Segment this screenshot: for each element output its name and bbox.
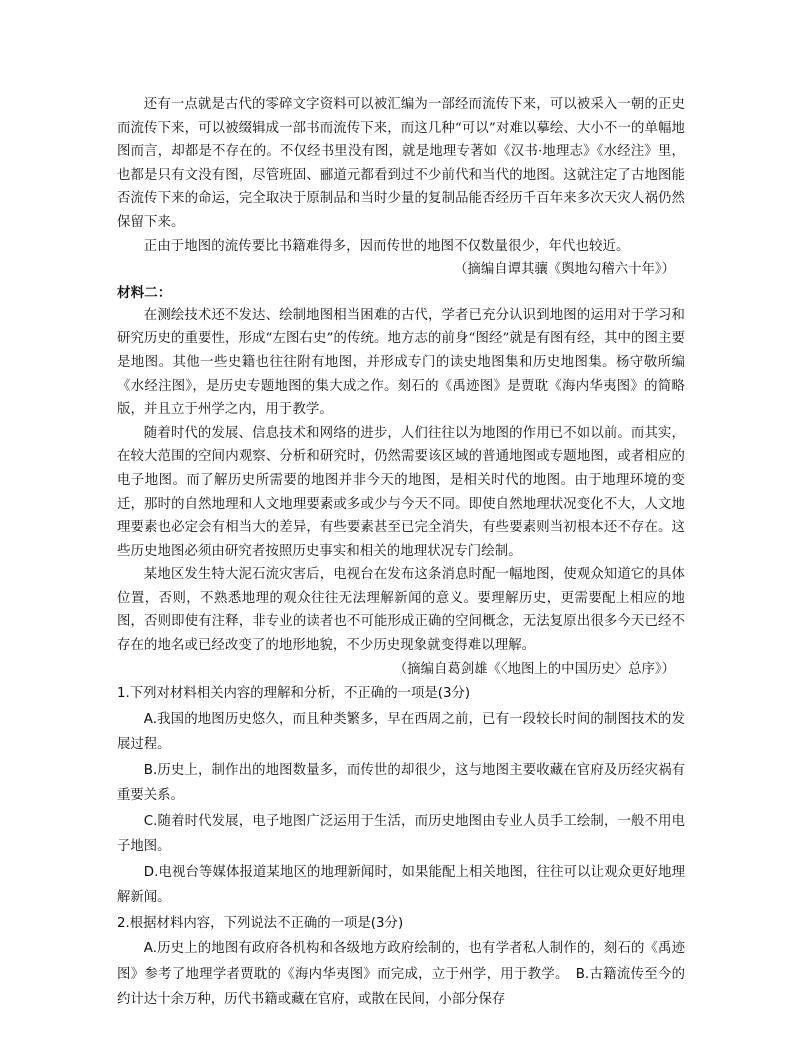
material-two-paragraph-2: 随着时代的发展、信息技术和网络的进步，人们往往以为地图的作用已不如以前。而其实，在较大范围的空间内观察、分析和研究时，仍然需要该区域的普通地图或专题地图，或者相应的电子地图。而了解历史所需要的地图并非今天的地图，是相关时代的地图。由于地理环境的变迁，那时的自然地理和人文地理要素或多或少与今天不同。即使自然地理状况变化不大，人文地理要素也必定会有相当大的差异，有些要素甚至已完全消失，有些要素则当初根本还不存在。这些历史地图必须由研究者按照历史事实和相关的地理状况专门绘制。 <box>117 425 685 559</box>
question-2-stem: 2.根据材料内容，下列说法不正确的一项是(3分) <box>117 915 404 931</box>
material-one-source: （摘编自谭其骧《舆地勾稽六十年》） <box>454 262 675 278</box>
material-two-paragraph-1: 在测绘技术还不发达、绘制地图相当困难的古代，学者已充分认识到地图的运用对于学习和研究历史的重要性，形成“左图右史”的传统。地方志的前身“图经”就是有图有经，其中的图主要是地图。其他一些史籍也往往附有地图，并形成专门的读史地图集和历史地图集。杨守敬所编《水经注图》，是历史专题地图的集大成之作。刻石的《禹迹图》是贾耽《海内华夷图》的简略版，并且立于州学之内，用于教学。 <box>117 307 685 418</box>
question-1-option-c: C.随着时代发展，电子地图广泛运用于生活，而历史地图由专业人员手工绘制，一般不用电子地图。 <box>117 813 685 855</box>
question-2-option-a-b: A.历史上的地图有政府各机构和各级地方政府绘制的，也有学者私人制作的，刻石的《禹迹图》参考了地理学者贾耽的《海内华夷图》而完成，立于州学，用于教学。 B.古籍流传至今的约计达十余万种，历代书籍或藏在官府，或散在民间，小部分保存 <box>117 941 685 1008</box>
document-page <box>117 93 685 1013</box>
question-1-stem: 1.下列对材料相关内容的理解和分析，不正确的一项是(3分) <box>117 686 471 702</box>
question-1-option-a: A.我国的地图历史悠久，而且种类繁多，早在西周之前，已有一段较长时间的制图技术的发展过程。 <box>117 711 685 753</box>
material-two-source: （摘编自葛剑雄《〈地图上的中国历史〉总序》） <box>393 661 675 677</box>
question-1-option-d: D.电视台等媒体报道某地区的地理新闻时，如果能配上相关地图，往往可以让观众更好地理解新闻。 <box>117 864 685 906</box>
question-1-option-b: B.历史上，制作出的地图数量多，而传世的却很少，这与地图主要收藏在官府及历经灾祸有重要关系。 <box>117 762 685 804</box>
material-one-paragraph-1: 还有一点就是古代的零碎文字资料可以被汇编为一部经而流传下来，可以被采入一朝的正史而流传下来，可以被缀辑成一部书而流传下来，而这几种“可以”对难以摹绘、大小不一的单幅地图而言，却都是不存在的。不仅经书里没有图，就是地理专著如《汉书·地理志》《水经注》里，也都是只有文没有图，尽管班固、郦道元都看到过不少前代和当代的地图。这就注定了古地图能否流传下来的命运，完全取决于原制品和当时少量的复制品能否经历千百年来多次天灾人祸仍然保留下来。 <box>117 97 685 230</box>
material-two-heading: 材料二： <box>117 284 172 301</box>
material-one-paragraph-2: 正由于地图的流传要比书籍难得多，因而传世的地图不仅数量很少，年代也较近。 <box>143 238 630 254</box>
material-two-paragraph-3: 某地区发生特大泥石流灾害后，电视台在发布这条消息时配一幅地图，使观众知道它的具体位置，否则，不熟悉地理的观众往往无法理解新闻的意义。要理解历史，更需要配上相应的地图，否则即使有注释，非专业的读者也不可能形成正确的空间概念，无法复原出很多今天已经不存在的地名或已经改变了的地形地貌，不少历史现象就变得难以理解。 <box>117 567 685 654</box>
